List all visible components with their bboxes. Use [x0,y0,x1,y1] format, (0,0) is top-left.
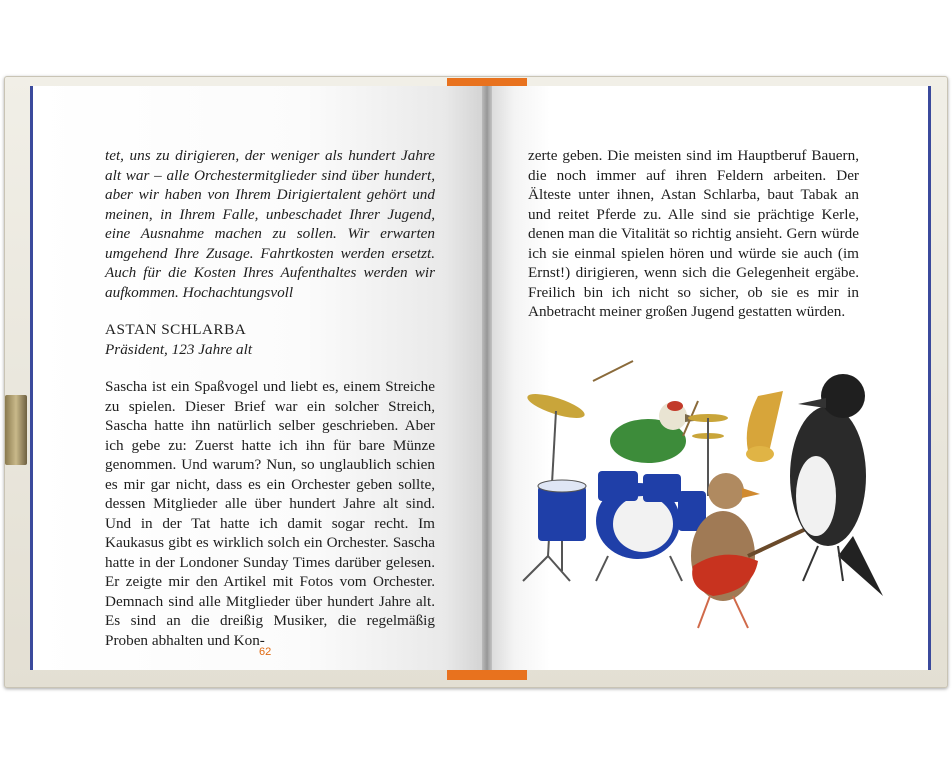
bookmark-edge [5,395,27,465]
bird-band-illustration [498,356,898,656]
left-page-text [105,146,435,650]
signature-name: ASTAN SCHLARBA [105,321,247,338]
left-page [30,86,491,670]
bass-drum-icon [596,471,706,581]
right-page [488,86,931,670]
page-number: 62 [259,646,272,658]
signature-title: Präsident, 123 Jahre alt [105,340,253,358]
woodpecker-drummer-icon [586,361,703,463]
letter-text: tet, uns zu dirigieren, der weniger als hundert Jahre alt war – alle Orchestermitglieder sind über hundert, aber wir haben von Ihrem Dirigiertalent gehört und meinen, in Ihrem Falle, unbeschadet Ihrer Jugend, eine Ausnahme machen zu sollen. Wir erwarten umgehend Ihre Zusage. Fahrtkosten werden ersetzt. Auch für die Kosten Ihres Aufenthaltes werden wir aufkommen. Hochachtungsvoll [105,147,435,301]
drum-icon [538,480,586,571]
saxophone-magpie-icon [746,374,883,596]
left-body-paragraph: Sascha ist ein Spaßvogel und liebt es, einem Streiche zu spielen. Dieser Brief war ein solcher Streich, Sascha hatte ihn natürlich selber geschrieben. Aber ich gebe zu: Zuerst hatte ich ihn für bare Münze genommen. Und warum? Nun, so unglaublich schien es mir gar nicht, dass es ein Orchester geben sollte, dessen Mitglieder alle über hundert Jahre alt sind. Und in der Tat hatte ich damit sogar recht. Im Kaukasus gibt es wirklich solch ein Orchester. Sascha hatte in der Londoner Sunday Times darüber gelesen. Er zeigte mir den Artikel mit Fotos vom Orchester. Demnach sind alle Mitglieder über hundert Jahre alt. Es sind an die dreißig Musiker, die regelmäßig Proben abhalten und Kon- [105,378,435,649]
book-gutter [482,86,492,670]
book-spine-bottom [447,670,527,680]
right-body-paragraph: zerte geben. Die meisten sind im Hauptberuf Bauern, die noch immer auf ihren Feldern arbeiten. Der Älteste unter ihnen, Astan Schlarba, baut Tabak an und reitet Pferde zu. Alle sind sie prächtige Kerle, denen man die Vitalität so richtig ansieht. Gern würde ich sie einmal spielen hören und würde sie auch (im Ernst!) dirigieren, wenn sich die Gelegenheit ergäbe. Freilich bin ich nicht so sicher, ob sie es mir in Anbetracht meiner großen Jugend gestatten würden. [528,147,859,320]
